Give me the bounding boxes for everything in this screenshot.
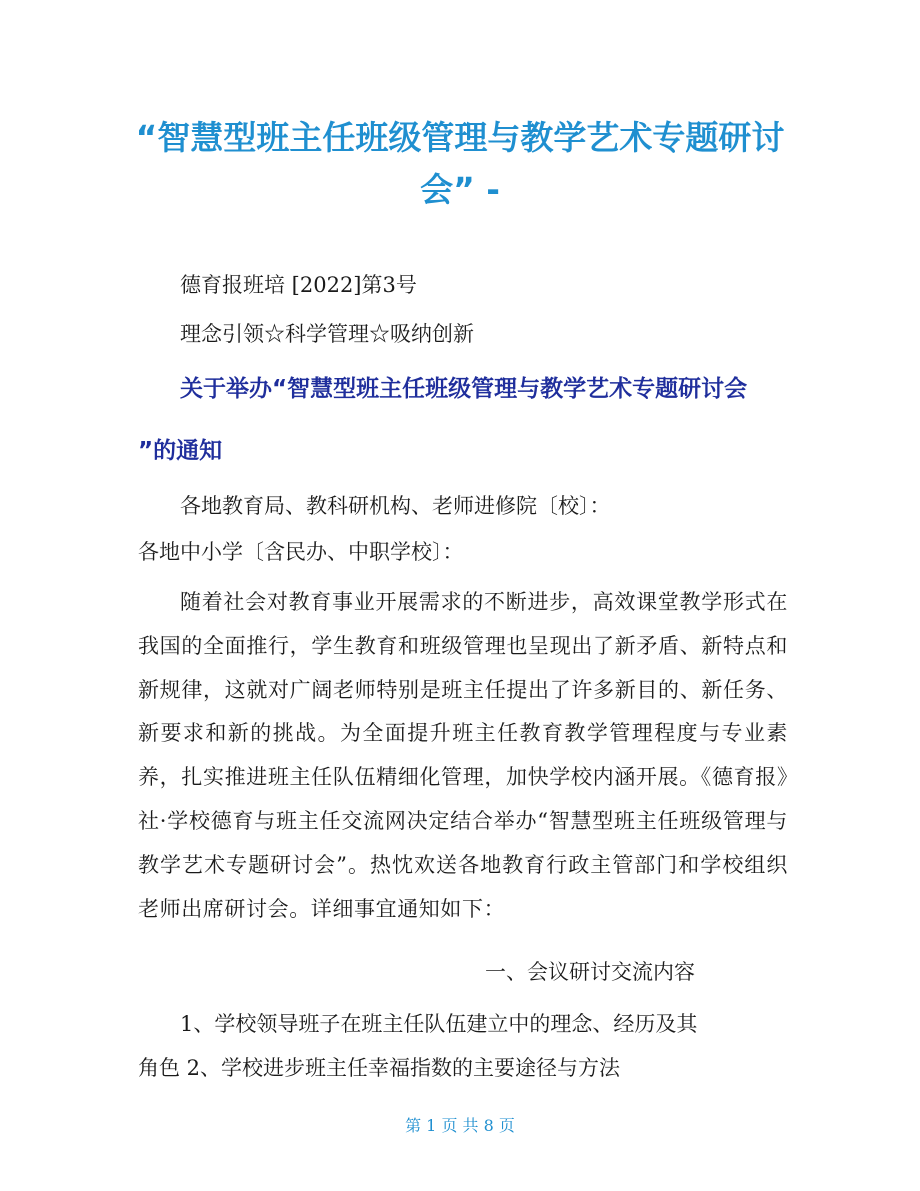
- document-number: 德育报班培 [2022]第3号: [180, 273, 417, 297]
- notice-title-line-2: ”的通知: [138, 438, 223, 464]
- document-title: “智慧型班主任班级管理与教学艺术专题研讨会” -: [135, 118, 785, 209]
- motto-line: 理念引领☆科学管理☆吸纳创新: [180, 322, 474, 346]
- recipients-line-2: 各地中小学〔含民办、中职学校〕：: [138, 540, 464, 564]
- recipients-line-1: 各地教育局、教科研机构、老师进修院〔校〕：: [180, 494, 611, 518]
- page-number-footer: 第 1 页 共 8 页: [405, 1116, 515, 1135]
- item-line-2: 角色 2、学校进步班主任幸福指数的主要途径与方法: [138, 1056, 621, 1080]
- section-heading: 一、会议研讨交流内容: [485, 960, 695, 984]
- notice-title-line-1: 关于举办“智慧型班主任班级管理与教学艺术专题研讨会: [180, 376, 748, 402]
- body-paragraph: 随着社会对教育事业开展需求的不断进步，高效课堂教学形式在我国的全面推行，学生教育和班级管理也呈现出了新矛盾、新特点和新规律，这就对广阔老师特别是班主任提出了许多新目的、新任务、新要求和新的挑战。为全面提升班主任教育教学管理程度与专业素养，扎实推进班主任队伍精细化管理，加快学校内涵开展。《德育报》社·学校德育与班主任交流网决定结合举办“智慧型班主任班级管理与教学艺术专题研讨会”。热忱欢送各地教育行政主管部门和学校组织老师出席研讨会。详细事宜通知如下：: [138, 590, 788, 921]
- item-line-1: 1、学校领导班子在班主任队伍建立中的理念、经历及其: [180, 1012, 698, 1036]
